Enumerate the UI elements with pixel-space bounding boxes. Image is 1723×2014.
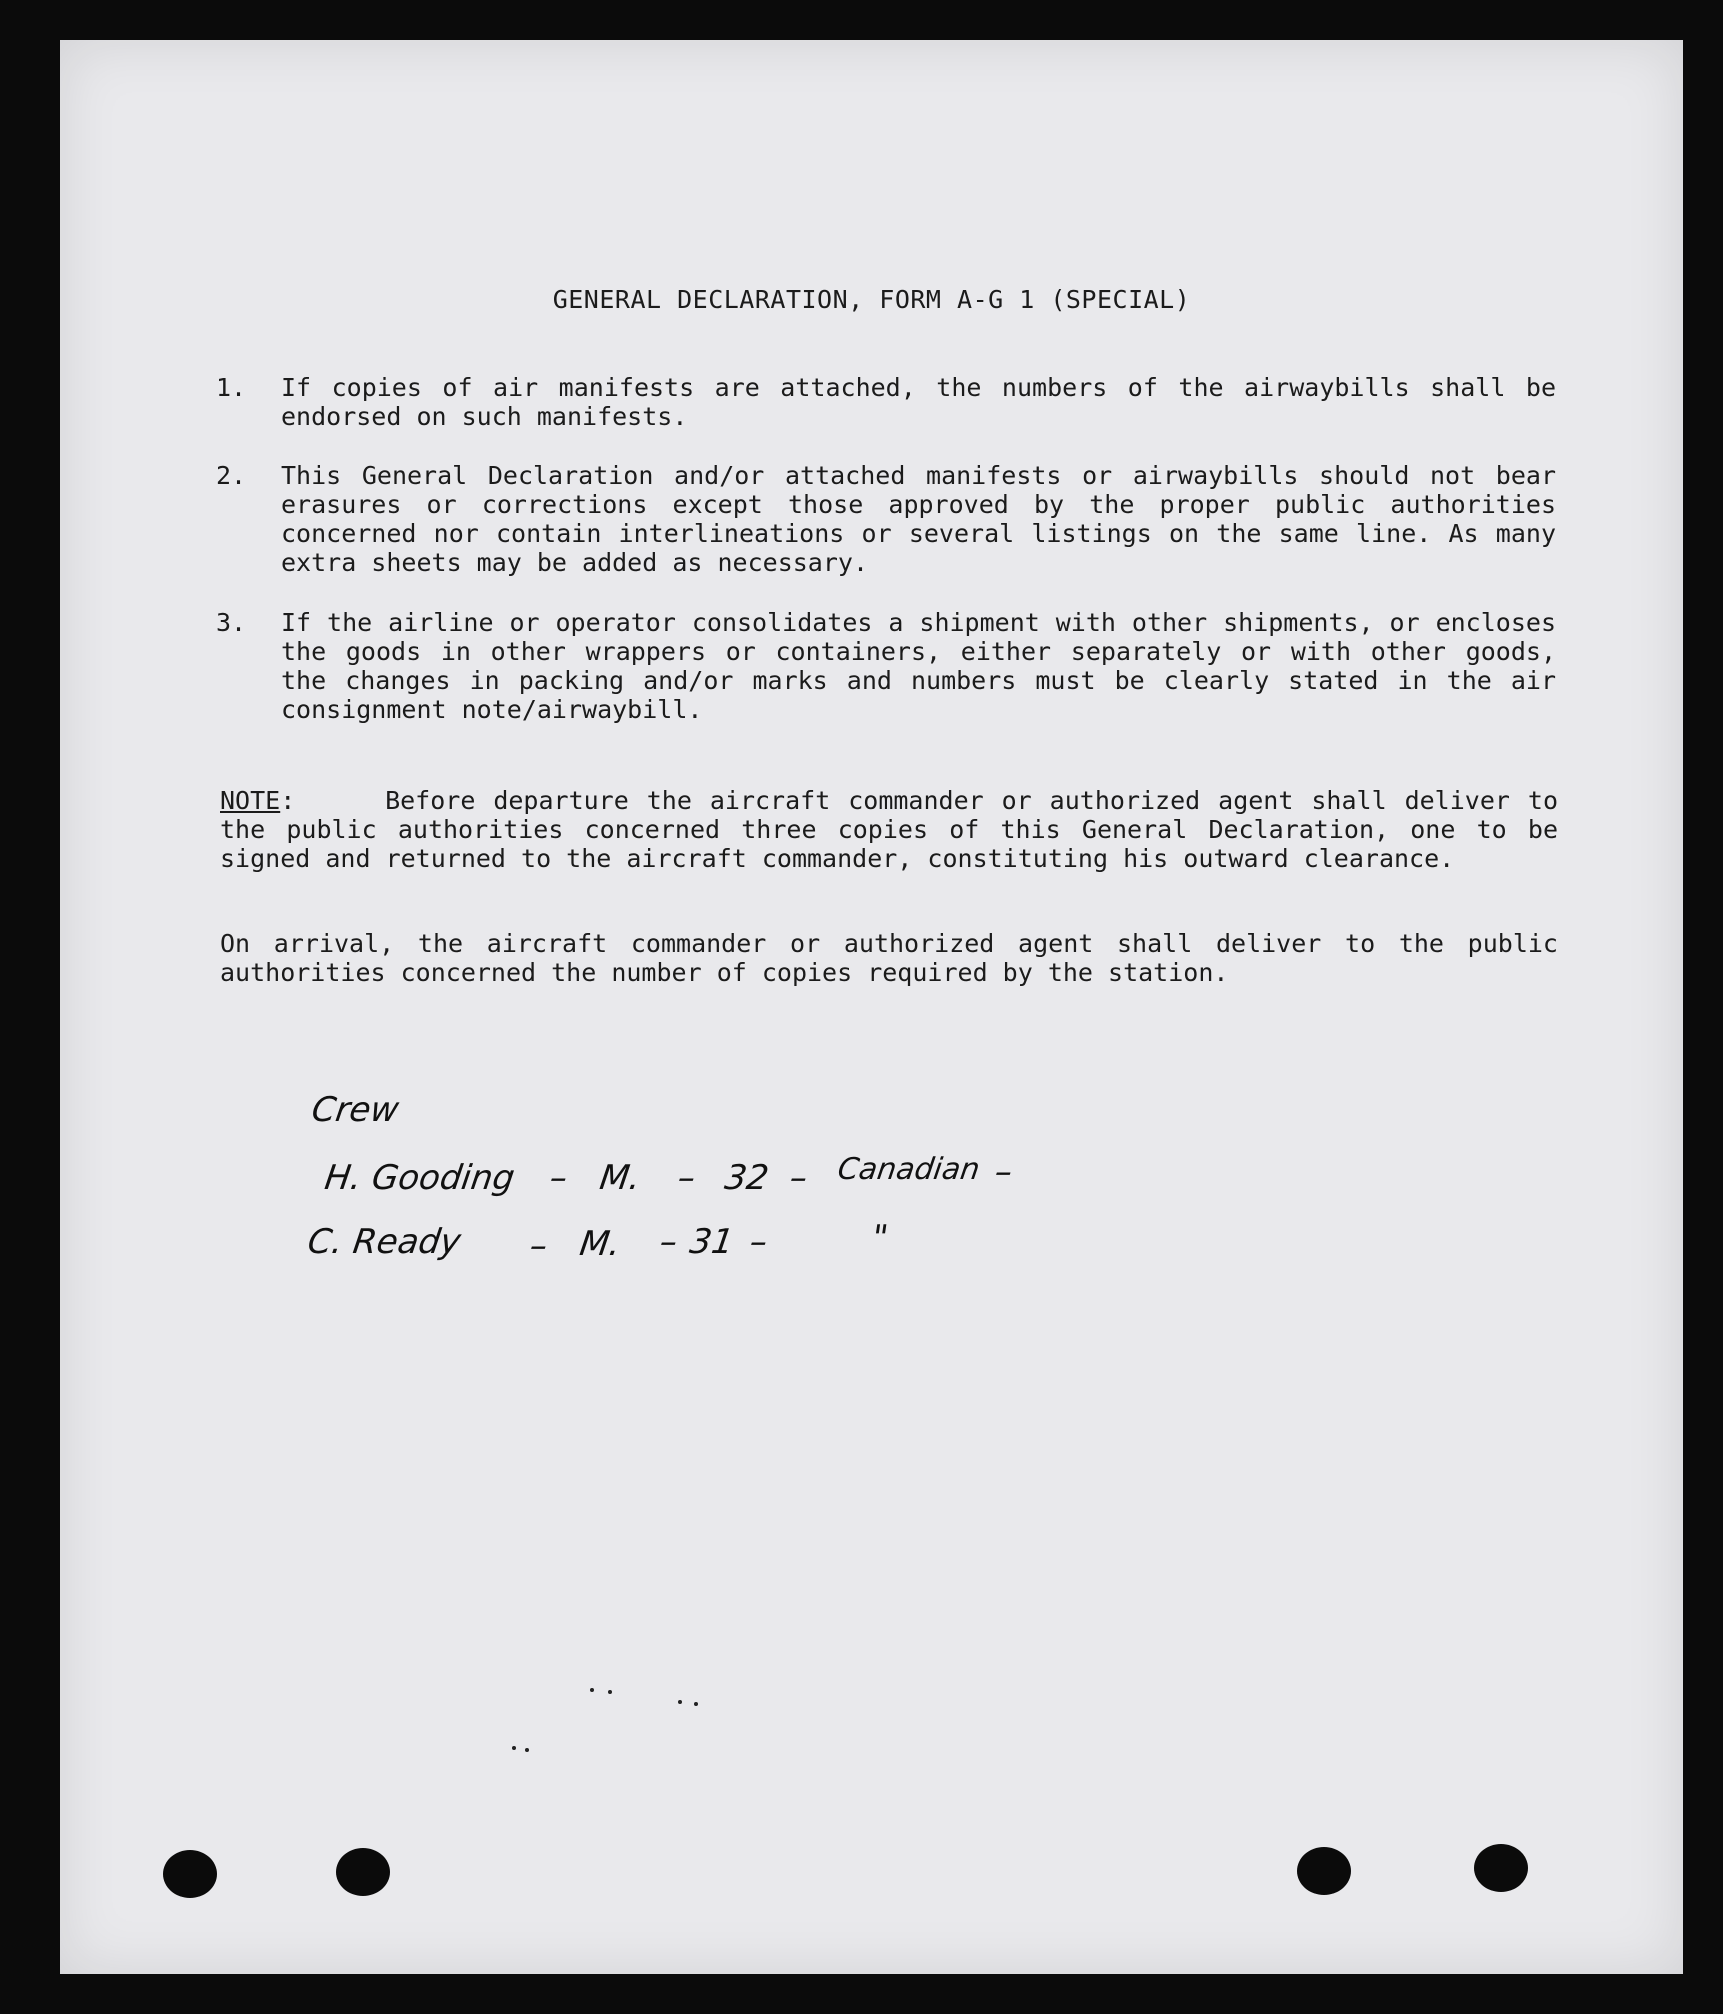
- speck: [678, 1700, 682, 1704]
- note-label: NOTE: [220, 786, 281, 815]
- handwritten-dash: –: [747, 1222, 770, 1262]
- handwritten-sex: M.: [597, 1158, 643, 1198]
- clause-number: 1.: [216, 373, 247, 402]
- handwritten-crew-heading: Crew: [309, 1090, 402, 1130]
- handwritten-nationality: ": [869, 1218, 891, 1258]
- speck: [525, 1748, 529, 1752]
- arrival-paragraph: On arrival, the aircraft commander or authorized agent shall deliver to the public authorities concerned the number of copies required by the station.: [220, 929, 1558, 987]
- handwritten-dash: –: [992, 1152, 1015, 1192]
- handwritten-sex: M.: [577, 1224, 623, 1264]
- clause-number: 3.: [216, 608, 247, 637]
- handwritten-dash: –: [787, 1158, 810, 1198]
- speck: [694, 1702, 698, 1706]
- note-colon: :: [280, 786, 296, 815]
- punch-hole: [1297, 1847, 1351, 1895]
- speck: [608, 1690, 612, 1694]
- handwritten-age: 31: [687, 1222, 737, 1262]
- handwritten-dash: –: [527, 1226, 550, 1266]
- clause-3: [216, 608, 1556, 724]
- note-paragraph: [220, 786, 1558, 873]
- clause-number: 2.: [216, 461, 247, 490]
- handwritten-name: H. Gooding: [322, 1158, 518, 1198]
- note-text: Before departure the aircraft commander or authorized agent shall deliver to the public authorities concerned three copies of this General Declaration, one to be signed and returned to the aircraft commander, constituting his outward clearance.: [220, 786, 1558, 873]
- handwritten-dash: –: [675, 1158, 698, 1198]
- punch-hole: [336, 1848, 390, 1896]
- handwritten-nationality: Canadian: [835, 1152, 982, 1187]
- page-title: GENERAL DECLARATION, FORM A-G 1 (SPECIAL): [552, 285, 1191, 314]
- speck: [590, 1688, 594, 1692]
- clause-1: [216, 373, 1556, 431]
- punch-hole: [1474, 1844, 1528, 1892]
- clause-text: If copies of air manifests are attached, the numbers of the airwaybills shall be endorsed on such manifests.: [281, 373, 1556, 431]
- handwritten-dash: –: [657, 1222, 680, 1262]
- clause-text: If the airline or operator consolidates a shipment with other shipments, or encloses the goods in other wrappers or containers, either separately or with other goods, the changes in packing and/or marks and numbers must be clearly stated in the air consignment note/airwaybill.: [281, 608, 1556, 724]
- document-page: [60, 40, 1683, 1974]
- clause-2: [216, 461, 1556, 577]
- punch-hole: [163, 1850, 217, 1898]
- handwritten-age: 32: [722, 1158, 772, 1198]
- clause-text: This General Declaration and/or attached manifests or airwaybills should not bear erasures or corrections except those approved by the proper public authorities concerned nor contain interlineations or several listings on the same line. As many extra sheets may be added as necessary.: [281, 461, 1556, 577]
- handwritten-dash: –: [547, 1158, 570, 1198]
- speck: [512, 1746, 516, 1750]
- handwritten-name: C. Ready: [305, 1222, 464, 1262]
